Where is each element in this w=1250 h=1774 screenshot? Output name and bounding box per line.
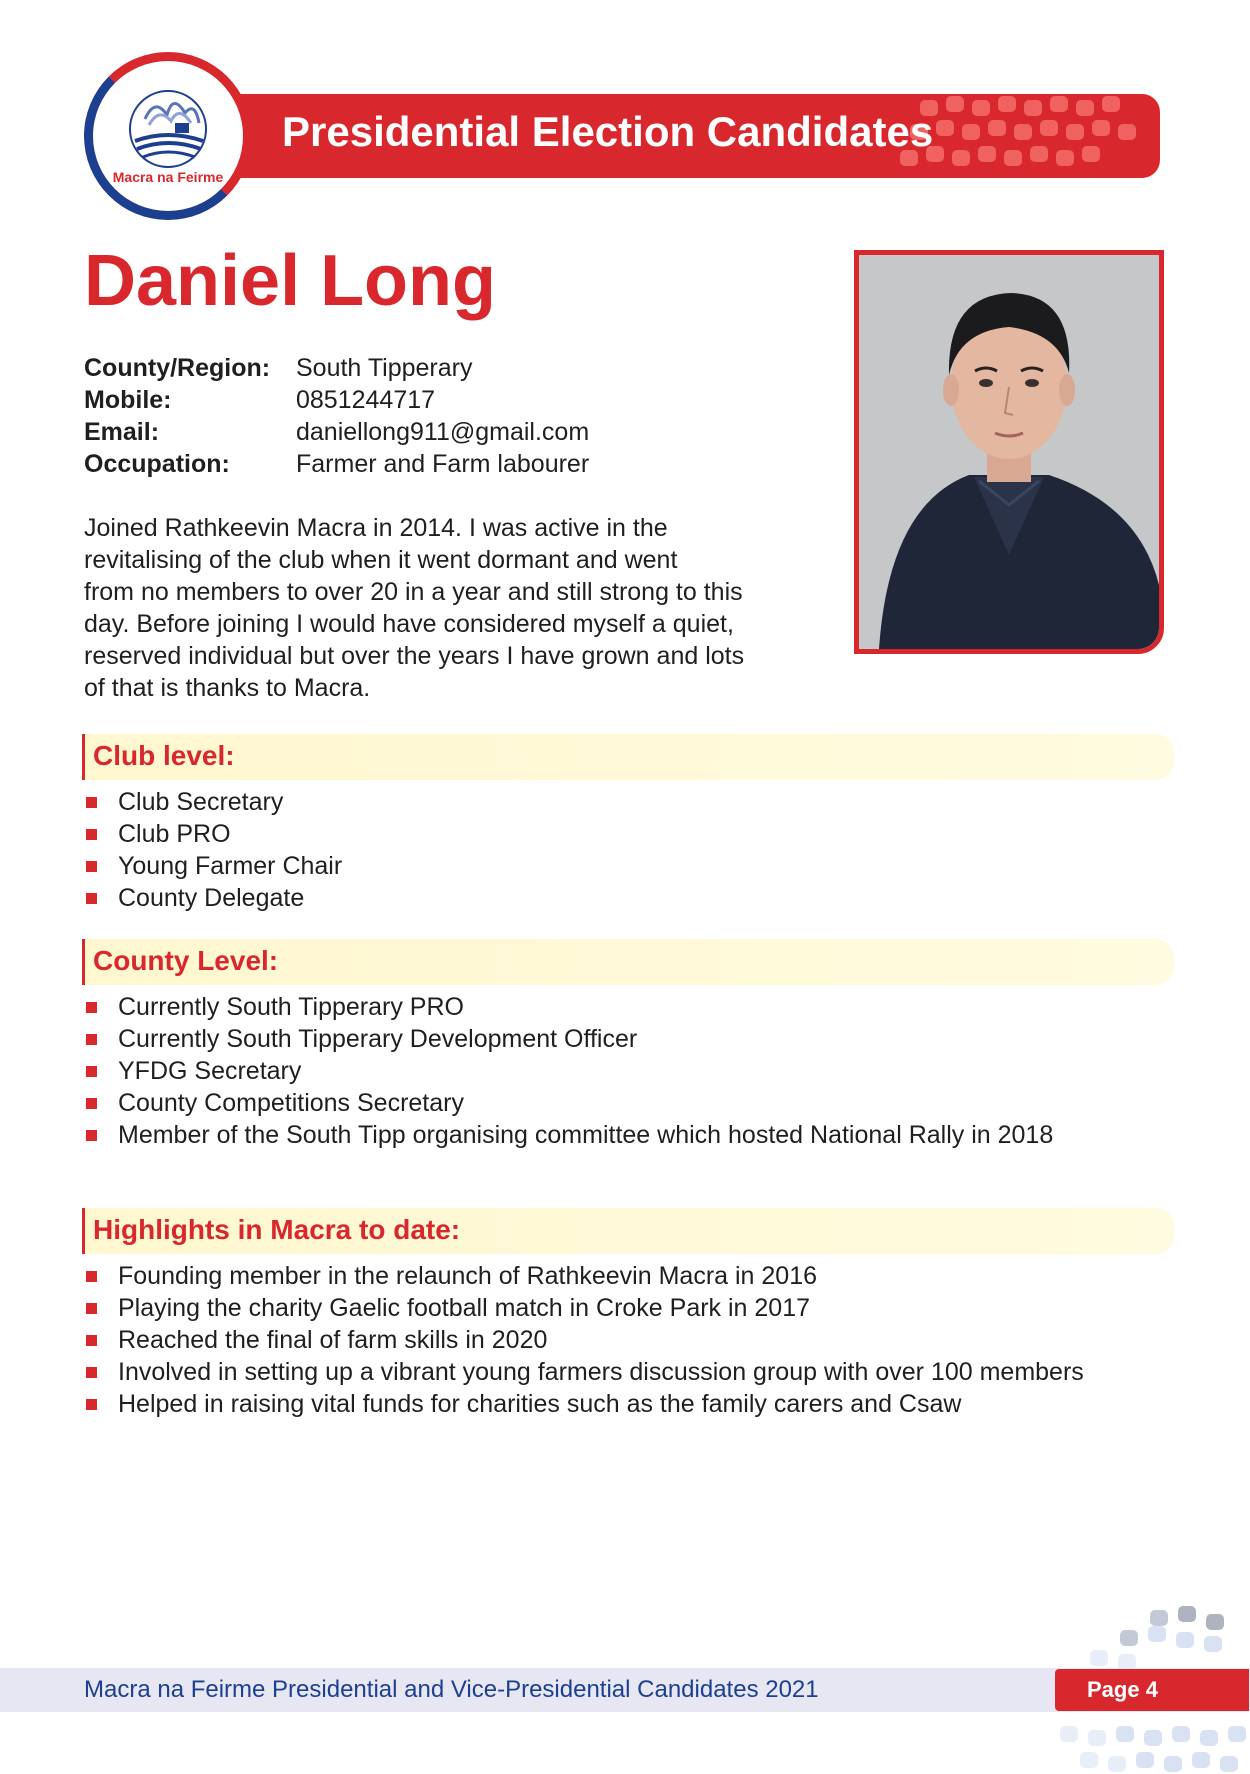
detail-value: South Tipperary: [296, 354, 473, 382]
list-item: YFDG Secretary: [82, 1055, 1168, 1087]
logo-text: Macra na Feirme: [112, 169, 224, 185]
detail-row-email: [84, 416, 589, 448]
bullet-square-icon: [86, 1098, 97, 1109]
detail-value: daniellong911@gmail.com: [296, 418, 590, 446]
list-item: Young Farmer Chair: [82, 850, 1168, 882]
section-header: [82, 939, 1174, 985]
bullet-square-icon: [86, 861, 97, 872]
portrait-image: [859, 255, 1159, 649]
bullet-square-icon: [86, 1335, 97, 1346]
list-item: Member of the South Tipp organising committee which hosted National Rally in 2018: [82, 1119, 1168, 1151]
detail-row-county: [84, 352, 589, 384]
list-item: Founding member in the relaunch of Rathkeevin Macra in 2016: [82, 1260, 1168, 1292]
list-item: Club PRO: [82, 818, 1168, 850]
section-club-level: [82, 734, 1174, 914]
section-title: Highlights in Macra to date:: [93, 1214, 461, 1245]
detail-label: County/Region:: [84, 354, 271, 382]
banner-dots-decoration: [900, 94, 1160, 178]
candidate-bio: [84, 512, 844, 704]
list-item: Currently South Tipperary Development Officer: [82, 1023, 1168, 1055]
list-item: Involved in setting up a vibrant young farmers discussion group with over 100 members: [82, 1356, 1168, 1388]
detail-row-mobile: [84, 384, 589, 416]
bullet-square-icon: [86, 1271, 97, 1282]
macra-logo: [84, 52, 252, 220]
section-list: [82, 991, 1174, 1151]
list-item: Club Secretary: [82, 786, 1168, 818]
list-item: Currently South Tipperary PRO: [82, 991, 1168, 1023]
list-item: County Competitions Secretary: [82, 1087, 1168, 1119]
detail-value: 0851244717: [296, 386, 436, 414]
candidate-photo: [854, 250, 1164, 654]
list-item: Helped in raising vital funds for charities such as the family carers and Csaw: [82, 1388, 1168, 1420]
title-banner: [222, 94, 1160, 178]
detail-label: Email:: [84, 418, 160, 446]
list-item: Playing the charity Gaelic football match in Croke Park in 2017: [82, 1292, 1168, 1324]
bullet-square-icon: [86, 1367, 97, 1378]
section-title: County Level:: [93, 945, 279, 976]
section-list: [82, 1260, 1174, 1420]
detail-label: Mobile:: [84, 386, 172, 414]
detail-row-occupation: [84, 448, 589, 480]
section-title: Club level:: [93, 740, 235, 771]
bullet-square-icon: [86, 1034, 97, 1045]
detail-label: Occupation:: [84, 450, 230, 478]
bullet-square-icon: [86, 829, 97, 840]
section-header: [82, 1208, 1174, 1254]
bio-line: day. Before joining I would have considered myself a quiet,: [84, 610, 734, 638]
section-header: [82, 734, 1174, 780]
section-highlights: [82, 1208, 1174, 1420]
bullet-square-icon: [86, 1066, 97, 1077]
candidate-name: Daniel Long: [84, 241, 496, 321]
bio-line: of that is thanks to Macra.: [84, 674, 371, 702]
bullet-square-icon: [86, 1399, 97, 1410]
list-item: Reached the final of farm skills in 2020: [82, 1324, 1168, 1356]
bullet-square-icon: [86, 893, 97, 904]
bullet-square-icon: [86, 1130, 97, 1141]
bio-line: Joined Rathkeevin Macra in 2014. I was active in the: [84, 514, 668, 542]
bullet-square-icon: [86, 797, 97, 808]
detail-value: Farmer and Farm labourer: [296, 450, 590, 478]
list-item: County Delegate: [82, 882, 1168, 914]
bullet-square-icon: [86, 1303, 97, 1314]
page-title: Presidential Election Candidates: [282, 108, 934, 155]
bio-line: from no members to over 20 in a year and still strong to this: [84, 578, 743, 606]
bio-line: reserved individual but over the years I have grown and lots: [84, 642, 745, 670]
candidate-details: [84, 352, 589, 480]
bio-line: revitalising of the club when it went dormant and went: [84, 546, 678, 574]
bullet-square-icon: [86, 1002, 97, 1013]
section-list: [82, 786, 1174, 914]
section-county-level: [82, 939, 1174, 1151]
page-number-badge: Page 4: [1055, 1669, 1249, 1711]
footer-text: Macra na Feirme Presidential and Vice-Presidential Candidates 2021: [84, 1676, 819, 1703]
